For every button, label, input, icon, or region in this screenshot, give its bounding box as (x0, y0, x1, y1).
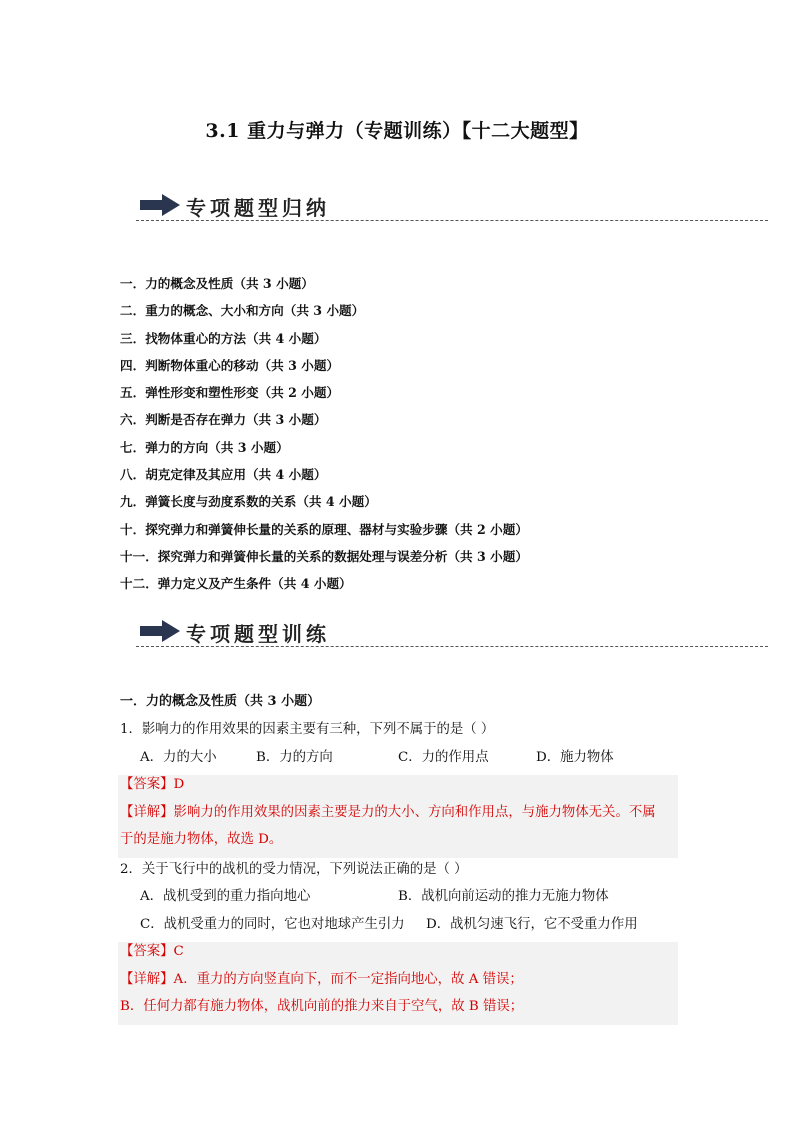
option-c: C．力的作用点 (398, 749, 489, 765)
answer-label: 【答案】C (120, 944, 184, 959)
topic-item: 十一．探究弹力和弹簧伸长量的关系的数据处理与误差分析（共 3 小题） (120, 548, 528, 564)
option-d: D．施力物体 (536, 749, 614, 765)
topic-item: 四．判断物体重心的移动（共 3 小题） (120, 357, 340, 373)
topic-item: 十二．弹力定义及产生条件（共 4 小题） (120, 576, 352, 592)
banner-title: 专项题型训练 (186, 622, 330, 646)
answer-block-2 (118, 942, 678, 1025)
question-2-options-row2 (120, 915, 680, 943)
question-1-stem: 1．影响力的作用效果的因素主要有三种，下列不属于的是（ ） (120, 722, 495, 737)
detail-text: 【详解】影响力的作用效果的因素主要是力的大小、方向和作用点，与施力物体无关。不属 (120, 804, 656, 820)
option-b: B．力的方向 (256, 749, 333, 765)
detail-text: B．任何力都有施力物体，战机向前的推力来自于空气，故 B 错误； (120, 999, 524, 1014)
question-1-options (120, 748, 680, 776)
option-c: C．战机受重力的同时，它也对地球产生引力 (140, 916, 405, 932)
section-heading: 一．力的概念及性质（共 3 小题） (120, 694, 321, 709)
question-2-stem: 2．关于飞行中的战机的受力情况，下列说法正确的是（ ） (120, 861, 468, 877)
topic-item: 五．弹性形变和塑性形变（共 2 小题） (120, 385, 340, 401)
dashed-divider (136, 646, 768, 647)
detail-text: 【详解】A．重力的方向竖直向下，而不一定指向地心，故 A 错误； (120, 971, 523, 987)
document-title: 3.1 重力与弹力（专题训练）【十二大题型】 (205, 120, 589, 142)
topic-item: 三．找物体重心的方法（共 4 小题） (120, 330, 327, 346)
arrow-icon (140, 194, 180, 216)
option-a: A．力的大小 (140, 749, 217, 765)
question-2-options-row1 (120, 887, 680, 915)
option-d: D．战机匀速飞行，它不受重力作用 (426, 916, 638, 932)
exercise-section (120, 692, 680, 1027)
topic-item: 一．力的概念及性质（共 3 小题） (120, 276, 314, 291)
section-banner-training (136, 616, 768, 652)
arrow-icon (140, 620, 180, 642)
topic-item: 六．判断是否存在弹力（共 3 小题） (120, 412, 327, 428)
answer-block-1 (118, 775, 678, 858)
dashed-divider (136, 220, 768, 221)
topic-list (120, 274, 528, 602)
topic-item: 二．重力的概念、大小和方向（共 3 小题） (120, 303, 365, 319)
topic-item: 十．探究弹力和弹簧伸长量的关系的原理、器材与实验步骤（共 2 小题） (120, 521, 528, 537)
topic-item: 七．弹力的方向（共 3 小题） (120, 439, 289, 455)
topic-item: 八．胡克定律及其应用（共 4 小题） (120, 467, 327, 483)
section-banner-summary (136, 190, 768, 226)
answer-label: 【答案】D (120, 777, 185, 792)
detail-text: 于的是施力物体，故选 D。 (120, 832, 283, 847)
topic-item: 九．弹簧长度与劲度系数的关系（共 4 小题） (120, 494, 377, 510)
banner-title: 专项题型归纳 (186, 196, 330, 220)
option-a: A．战机受到的重力指向地心 (140, 889, 311, 904)
option-b: B．战机向前运动的推力无施力物体 (398, 889, 609, 904)
